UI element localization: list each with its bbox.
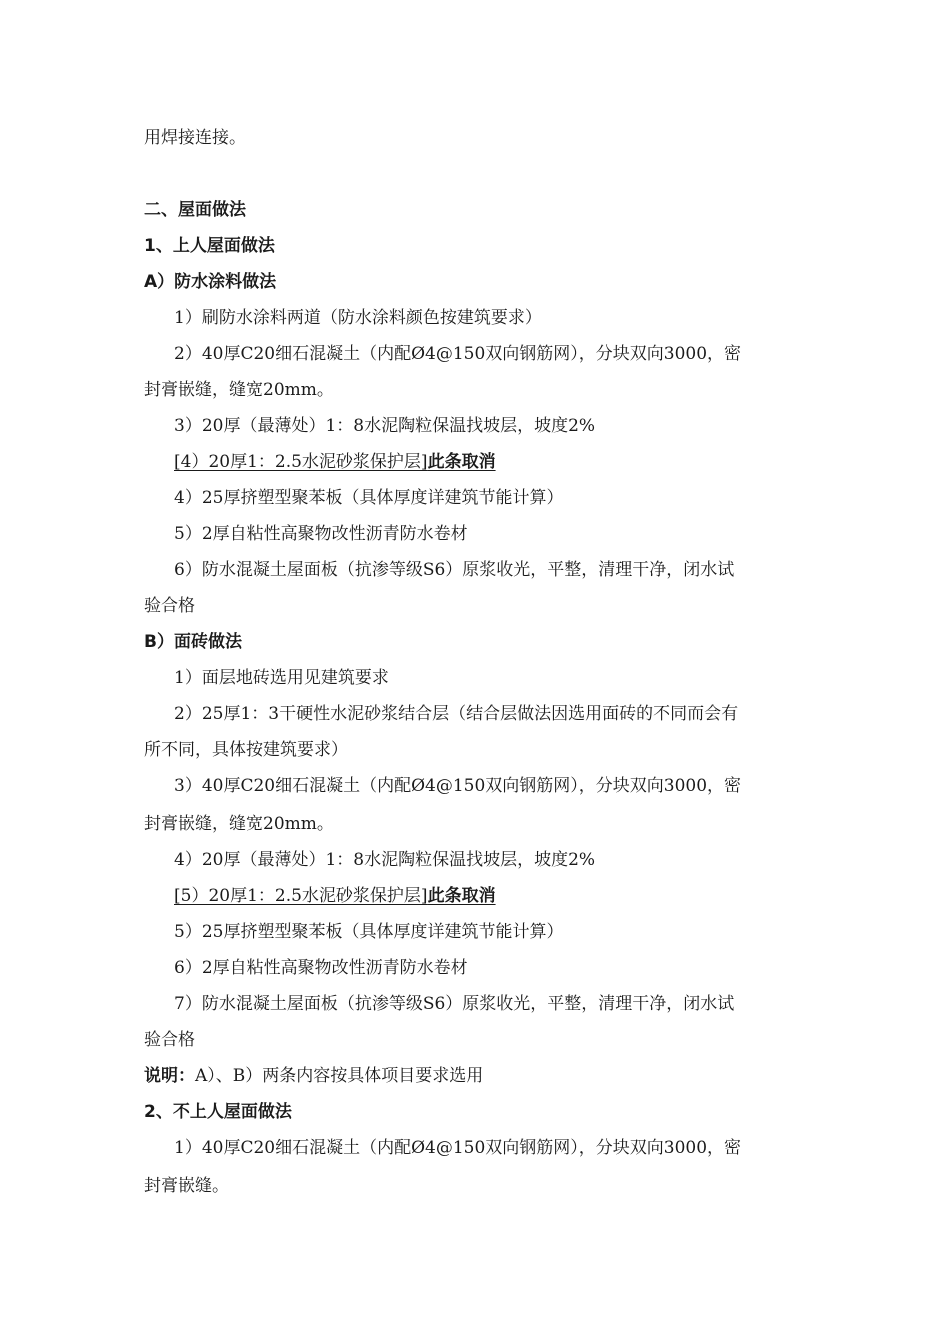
cancelled-item — [174, 884, 496, 908]
method-heading: A）防水涂料做法 — [144, 272, 277, 292]
list-item: 4）20厚（最薄处）1：8水泥陶粒保温找坡层，坡度2% — [174, 850, 596, 870]
list-item-continuation: 封膏嵌缝，缝宽20mm。 — [144, 380, 334, 400]
list-item: 2）25厚1：3干硬性水泥砂浆结合层（结合层做法因选用面砖的不同而会有 — [174, 704, 739, 724]
list-item: 1）40厚C20细石混凝土（内配Ø4@150双向钢筋网），分块双向3000，密 — [174, 1138, 742, 1158]
method-heading: B）面砖做法 — [144, 632, 242, 652]
note-text: A）、B）两条内容按具体项目要求选用 — [195, 1066, 484, 1086]
list-item-continuation: 封膏嵌缝，缝宽20mm。 — [144, 814, 334, 834]
list-item: 1）面层地砖选用见建筑要求 — [174, 668, 389, 688]
cancelled-item-text: [5）20厚1：2.5水泥砂浆保护层] — [174, 886, 428, 906]
paragraph-line: 用焊接连接。 — [144, 128, 246, 148]
list-item-continuation: 封膏嵌缝。 — [144, 1176, 229, 1196]
list-item-continuation: 所不同，具体按建筑要求） — [144, 740, 348, 760]
subsection-heading: 2、不上人屋面做法 — [144, 1102, 292, 1122]
list-item-continuation: 验合格 — [144, 596, 195, 616]
list-item: 6）2厚自粘性高聚物改性沥青防水卷材 — [174, 958, 468, 978]
list-item: 5）25厚挤塑型聚苯板（具体厚度详建筑节能计算） — [174, 922, 564, 942]
list-item: 2）40厚C20细石混凝土（内配Ø4@150双向钢筋网），分块双向3000，密 — [174, 344, 742, 364]
list-item: 1）刷防水涂料两道（防水涂料颜色按建筑要求） — [174, 308, 542, 328]
subsection-heading: 1、上人屋面做法 — [144, 236, 275, 256]
cancelled-note: 此条取消 — [427, 886, 496, 906]
cancelled-item — [174, 450, 496, 474]
note-line — [144, 1064, 483, 1088]
cancelled-item-text: [4）20厚1：2.5水泥砂浆保护层] — [174, 452, 428, 472]
list-item: 3）20厚（最薄处）1：8水泥陶粒保温找坡层，坡度2% — [174, 416, 596, 436]
note-label: 说明： — [144, 1066, 195, 1086]
list-item: 7）防水混凝土屋面板（抗渗等级S6）原浆收光，平整，清理干净，闭水试 — [174, 994, 735, 1014]
section-heading: 二、屋面做法 — [144, 200, 246, 220]
list-item: 5）2厚自粘性高聚物改性沥青防水卷材 — [174, 524, 468, 544]
list-item: 6）防水混凝土屋面板（抗渗等级S6）原浆收光，平整，清理干净，闭水试 — [174, 560, 735, 580]
list-item-continuation: 验合格 — [144, 1030, 195, 1050]
list-item: 3）40厚C20细石混凝土（内配Ø4@150双向钢筋网），分块双向3000，密 — [174, 776, 742, 796]
cancelled-note: 此条取消 — [427, 452, 496, 472]
list-item: 4）25厚挤塑型聚苯板（具体厚度详建筑节能计算） — [174, 488, 564, 508]
